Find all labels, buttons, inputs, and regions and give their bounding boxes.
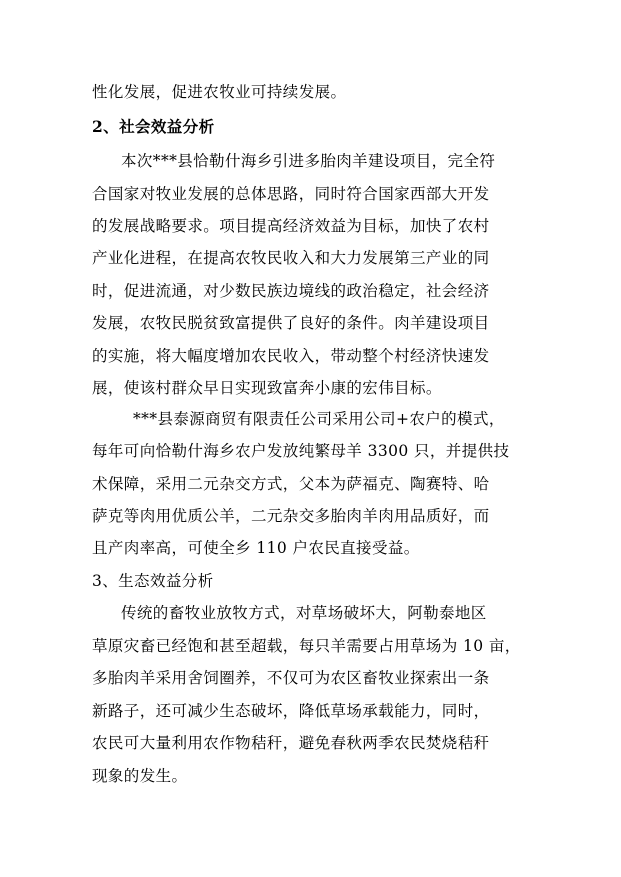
- section-2-para1-line: 展，使该村群众早日实现致富奔小康的宏伟目标。: [92, 379, 442, 397]
- section-2-para2-line: 每年可向恰勒什海乡农户发放纯繁母羊 3300 只，并提供技: [92, 442, 510, 460]
- intro-tail-text: 性化发展，促进农牧业可持续发展。: [92, 83, 347, 101]
- section-2-para1-line: 合国家对牧业发展的总体思路，同时符合国家西部大开发: [92, 185, 490, 203]
- section-2-para1-line: 时，促进流通，对少数民族边境线的政治稳定，社会经济: [92, 282, 490, 300]
- section-3-para-line: 农民可大量利用农作物秸秆，避免春秋两季农民焚烧秸秆: [92, 734, 490, 752]
- section-2-para1-line: 产业化进程，在提高农牧民收入和大力发展第三产业的同: [92, 249, 490, 267]
- section-2-para2-line: 术保障，采用二元杂交方式，父本为萨福克、陶赛特、哈: [92, 475, 490, 493]
- section-2-para2-line: ***县泰源商贸有限责任公司采用公司+农户的模式，: [133, 410, 505, 428]
- section-2-para2-line: 且产肉率高，可使全乡 110 户农民直接受益。: [92, 539, 420, 557]
- section-3-heading: 3、生态效益分析: [92, 572, 214, 590]
- section-3-para-line: 草原灾畜已经饱和甚至超载，每只羊需要占用草场为 10 亩，: [92, 637, 521, 655]
- section-2-para1-line: 发展，农牧民脱贫致富提供了良好的条件。肉羊建设项目: [92, 314, 490, 332]
- section-3-para-line: 传统的畜牧业放牧方式，对草场破坏大，阿勒泰地区: [121, 604, 487, 622]
- section-2-para1-line: 本次***县恰勒什海乡引进多胎肉羊建设项目，完全符: [121, 152, 496, 170]
- section-3-para-line: 新路子，还可减少生态破坏，降低草场承载能力，同时，: [92, 702, 490, 720]
- section-2-para2-line: 萨克等肉用优质公羊，二元杂交多胎肉羊肉用品质好，而: [92, 507, 490, 525]
- section-3-para-line: 现象的发生。: [92, 767, 188, 785]
- section-3-para-line: 多胎肉羊采用舍饲圈养，不仅可为农区畜牧业探索出一条: [92, 669, 490, 687]
- section-2-para1-line: 的实施，将大幅度增加农民收入，带动整个村经济快速发: [92, 347, 490, 365]
- section-2-para1-line: 的发展战略要求。项目提高经济效益为目标，加快了农村: [92, 217, 490, 235]
- section-2-heading: 2、社会效益分析: [92, 117, 215, 136]
